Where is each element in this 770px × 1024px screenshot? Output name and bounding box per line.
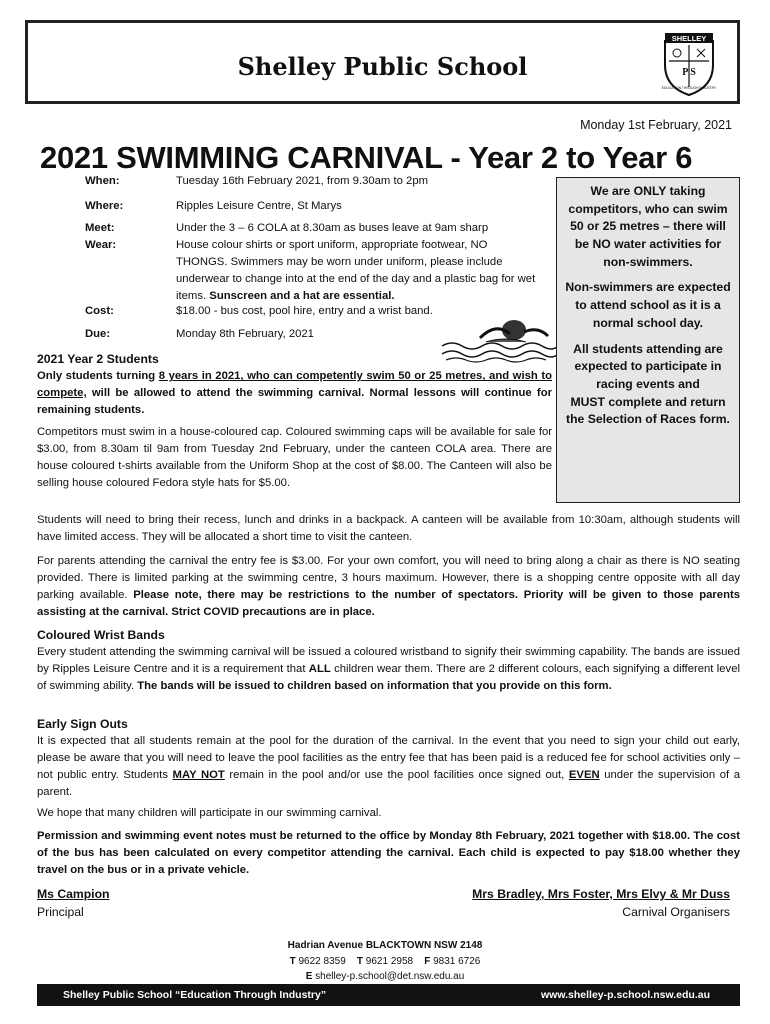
school-crest-icon: [659, 31, 719, 99]
parents-text: For parents attending the carnival the entry fee is $3.00. For your own comfort, you will need to bring along a chair as there is NO seating provided. There is limited parking at the swimming centre, 3 hours maximum. However, there is a shopping centre opposite with all day parking available.: [37, 555, 740, 601]
notice-races-form: MUST complete and return the Selection of Races form.: [566, 394, 730, 427]
year2-text-a: Only students turning: [37, 370, 159, 383]
fax-number: 9831 6726: [433, 955, 481, 967]
wristbands-bold: The bands will be issued to children based on information that you provide on this form.: [137, 680, 612, 693]
school-name: Shelley Public School: [237, 52, 528, 81]
crest-top-text: SHELLEY: [671, 34, 707, 43]
notice-competitors: We are ONLY taking competitors, who can swim 50 or 25 metres – there will be NO water activities for non-swimmers.: [568, 184, 728, 269]
phone-label-2: T: [356, 955, 364, 967]
fax-label: F: [424, 955, 431, 967]
wristbands-text-a: Every student attending the swimming carnival will be issued a coloured wristband to signify their swimming capability. The bands are issued by Ripples Leisure Centre and it is a requirement that: [37, 646, 740, 676]
street-address: Hadrian Avenue BLACKTOWN NSW 2148: [287, 940, 483, 951]
meet-label: Meet:: [85, 222, 115, 234]
wear-label: Wear:: [85, 239, 117, 251]
notice-non-swimmers: Non-swimmers are expected to attend school as it is a normal school day.: [565, 280, 731, 330]
letterhead: [25, 20, 740, 104]
crest-motto: EDUCATION THROUGH INDUSTRY: [661, 86, 717, 90]
permission-paragraph: Permission and swimming event notes must be returned to the office by Monday 8th February, 2021 together with $18.00. The cost of the bus has been calculated on every competitor attending the carnival. Each child is expected to pay $18.00 whether they travel on the bus or in a private vehicle.: [37, 830, 740, 876]
signout-heading: Early Sign Outs: [37, 717, 128, 731]
wristbands-text-b: children wear them. There are 2 different colours, each signifying a different level of swimming ability.: [37, 663, 740, 693]
due-value: Monday 8th February, 2021: [176, 328, 314, 340]
organisers-role: Carnival Organisers: [622, 905, 730, 920]
signout-text-a: It is expected that all students remain at the pool for the duration of the carnival. In the event that you need to sign your child out early, please be aware that you will need to leave the pool facilities as the entry fee that has been paid is a reduced fee for school activities only – not public entry. Students: [37, 735, 740, 782]
wristbands-section: [37, 626, 740, 695]
organisers-names: Mrs Bradley, Mrs Foster, Mrs Elvy & Mr Duss: [472, 887, 730, 901]
phone-label: T: [289, 955, 296, 967]
signout-even: EVEN: [568, 769, 600, 782]
page-title: 2021 SWIMMING CARNIVAL - Year 2 to Year 6: [40, 140, 693, 175]
principal-role: Principal: [37, 905, 84, 920]
organisers-signature: [472, 885, 730, 922]
where-label: Where:: [85, 200, 124, 212]
notice-participation: All students attending are expected to participate in racing events and: [573, 341, 723, 391]
phone-2: 9621 2958: [365, 955, 414, 967]
when-value: Tuesday 16th February 2021, from 9.30am to 2pm: [176, 175, 429, 187]
email-line: [0, 969, 770, 985]
wristbands-heading: Coloured Wrist Bands: [37, 628, 165, 642]
wristbands-all: ALL: [308, 663, 331, 676]
due-label: Due:: [85, 328, 111, 340]
where-value: Ripples Leisure Centre, St Marys: [176, 200, 342, 212]
hope-paragraph: We hope that many children will participate in our swimming carnival.: [37, 807, 382, 819]
email-address[interactable]: shelley-p.school@det.nsw.edu.au: [315, 971, 465, 982]
letter-date: Monday 1st February, 2021: [580, 118, 732, 132]
year2-section: [37, 350, 552, 419]
year2-underlined: 8 years in 2021, who can competently swim 50 or 25 metres, and wish to compete,: [37, 370, 553, 400]
parents-bold: Please note, there may be restrictions to the number of spectators. Priority will be given to those parents assisting at the carnival. Strict COVID precautions are in place.: [37, 588, 741, 618]
cost-label: Cost:: [85, 305, 114, 317]
principal-name: Ms Campion: [37, 887, 110, 901]
signout-text: [37, 733, 740, 801]
footer-motto: Shelley Public School “Education Through Industry”: [63, 989, 327, 1001]
crest-letters: P S: [682, 67, 696, 78]
footer-bar: [37, 984, 740, 1006]
signout-text-b: remain in the pool and/or use the pool facilities once signed out,: [224, 769, 569, 782]
wear-text: House colour shirts or sport uniform, appropriate footwear, NO THONGS. Swimmers may be worn under uniform, please include underwear to change into at the end of the day and a plastic bag for wet items.: [176, 239, 536, 302]
year2-text-b: will be allowed to attend the swimming carnival. Normal lessons will continue for remaining students.: [37, 387, 552, 417]
email-label: E: [305, 971, 313, 982]
cost-value: $18.00 - bus cost, pool hire, entry and a wrist band.: [176, 305, 433, 317]
notice-box: [556, 177, 740, 503]
wear-value: [176, 237, 541, 305]
signout-may-not: MAY NOT: [172, 769, 225, 782]
meet-value: Under the 3 – 6 COLA at 8.30am as buses leave at 9am sharp: [176, 222, 489, 234]
recess-paragraph: Students will need to bring their recess, lunch and drinks in a backpack. A canteen will be available from 10:30am, although students will have limited access. They will be allocated a short time to visit the canteen.: [37, 514, 740, 543]
wristbands-text: [37, 644, 740, 695]
when-label: When:: [85, 175, 120, 187]
footer-website-link[interactable]: www.shelley-p.school.nsw.edu.au: [540, 989, 710, 1001]
year2-heading: 2021 Year 2 Students: [37, 352, 159, 366]
signout-text-c: under the supervision of a parent.: [37, 769, 740, 799]
wear-bold-note: Sunscreen and a hat are essential.: [209, 289, 395, 302]
competitors-paragraph: Competitors must swim in a house-coloured cap. Coloured swimming caps will be available for sale for $3.00, from 8.30am til 9am from Tuesday 2nd February, under the canteen COLA area. There are house coloured t-shirts available from the Uniform Shop at the cost of $8.00. The Canteen will also be selling house coloured Fedora style hats for $5.00.: [37, 426, 552, 489]
parents-paragraph: [37, 553, 740, 621]
phone-line: [0, 954, 770, 970]
principal-signature: [37, 885, 109, 922]
phone-1: 9622 8359: [298, 955, 346, 967]
school-address: [0, 938, 770, 985]
signout-section: [37, 715, 740, 801]
year2-text: [37, 368, 552, 419]
